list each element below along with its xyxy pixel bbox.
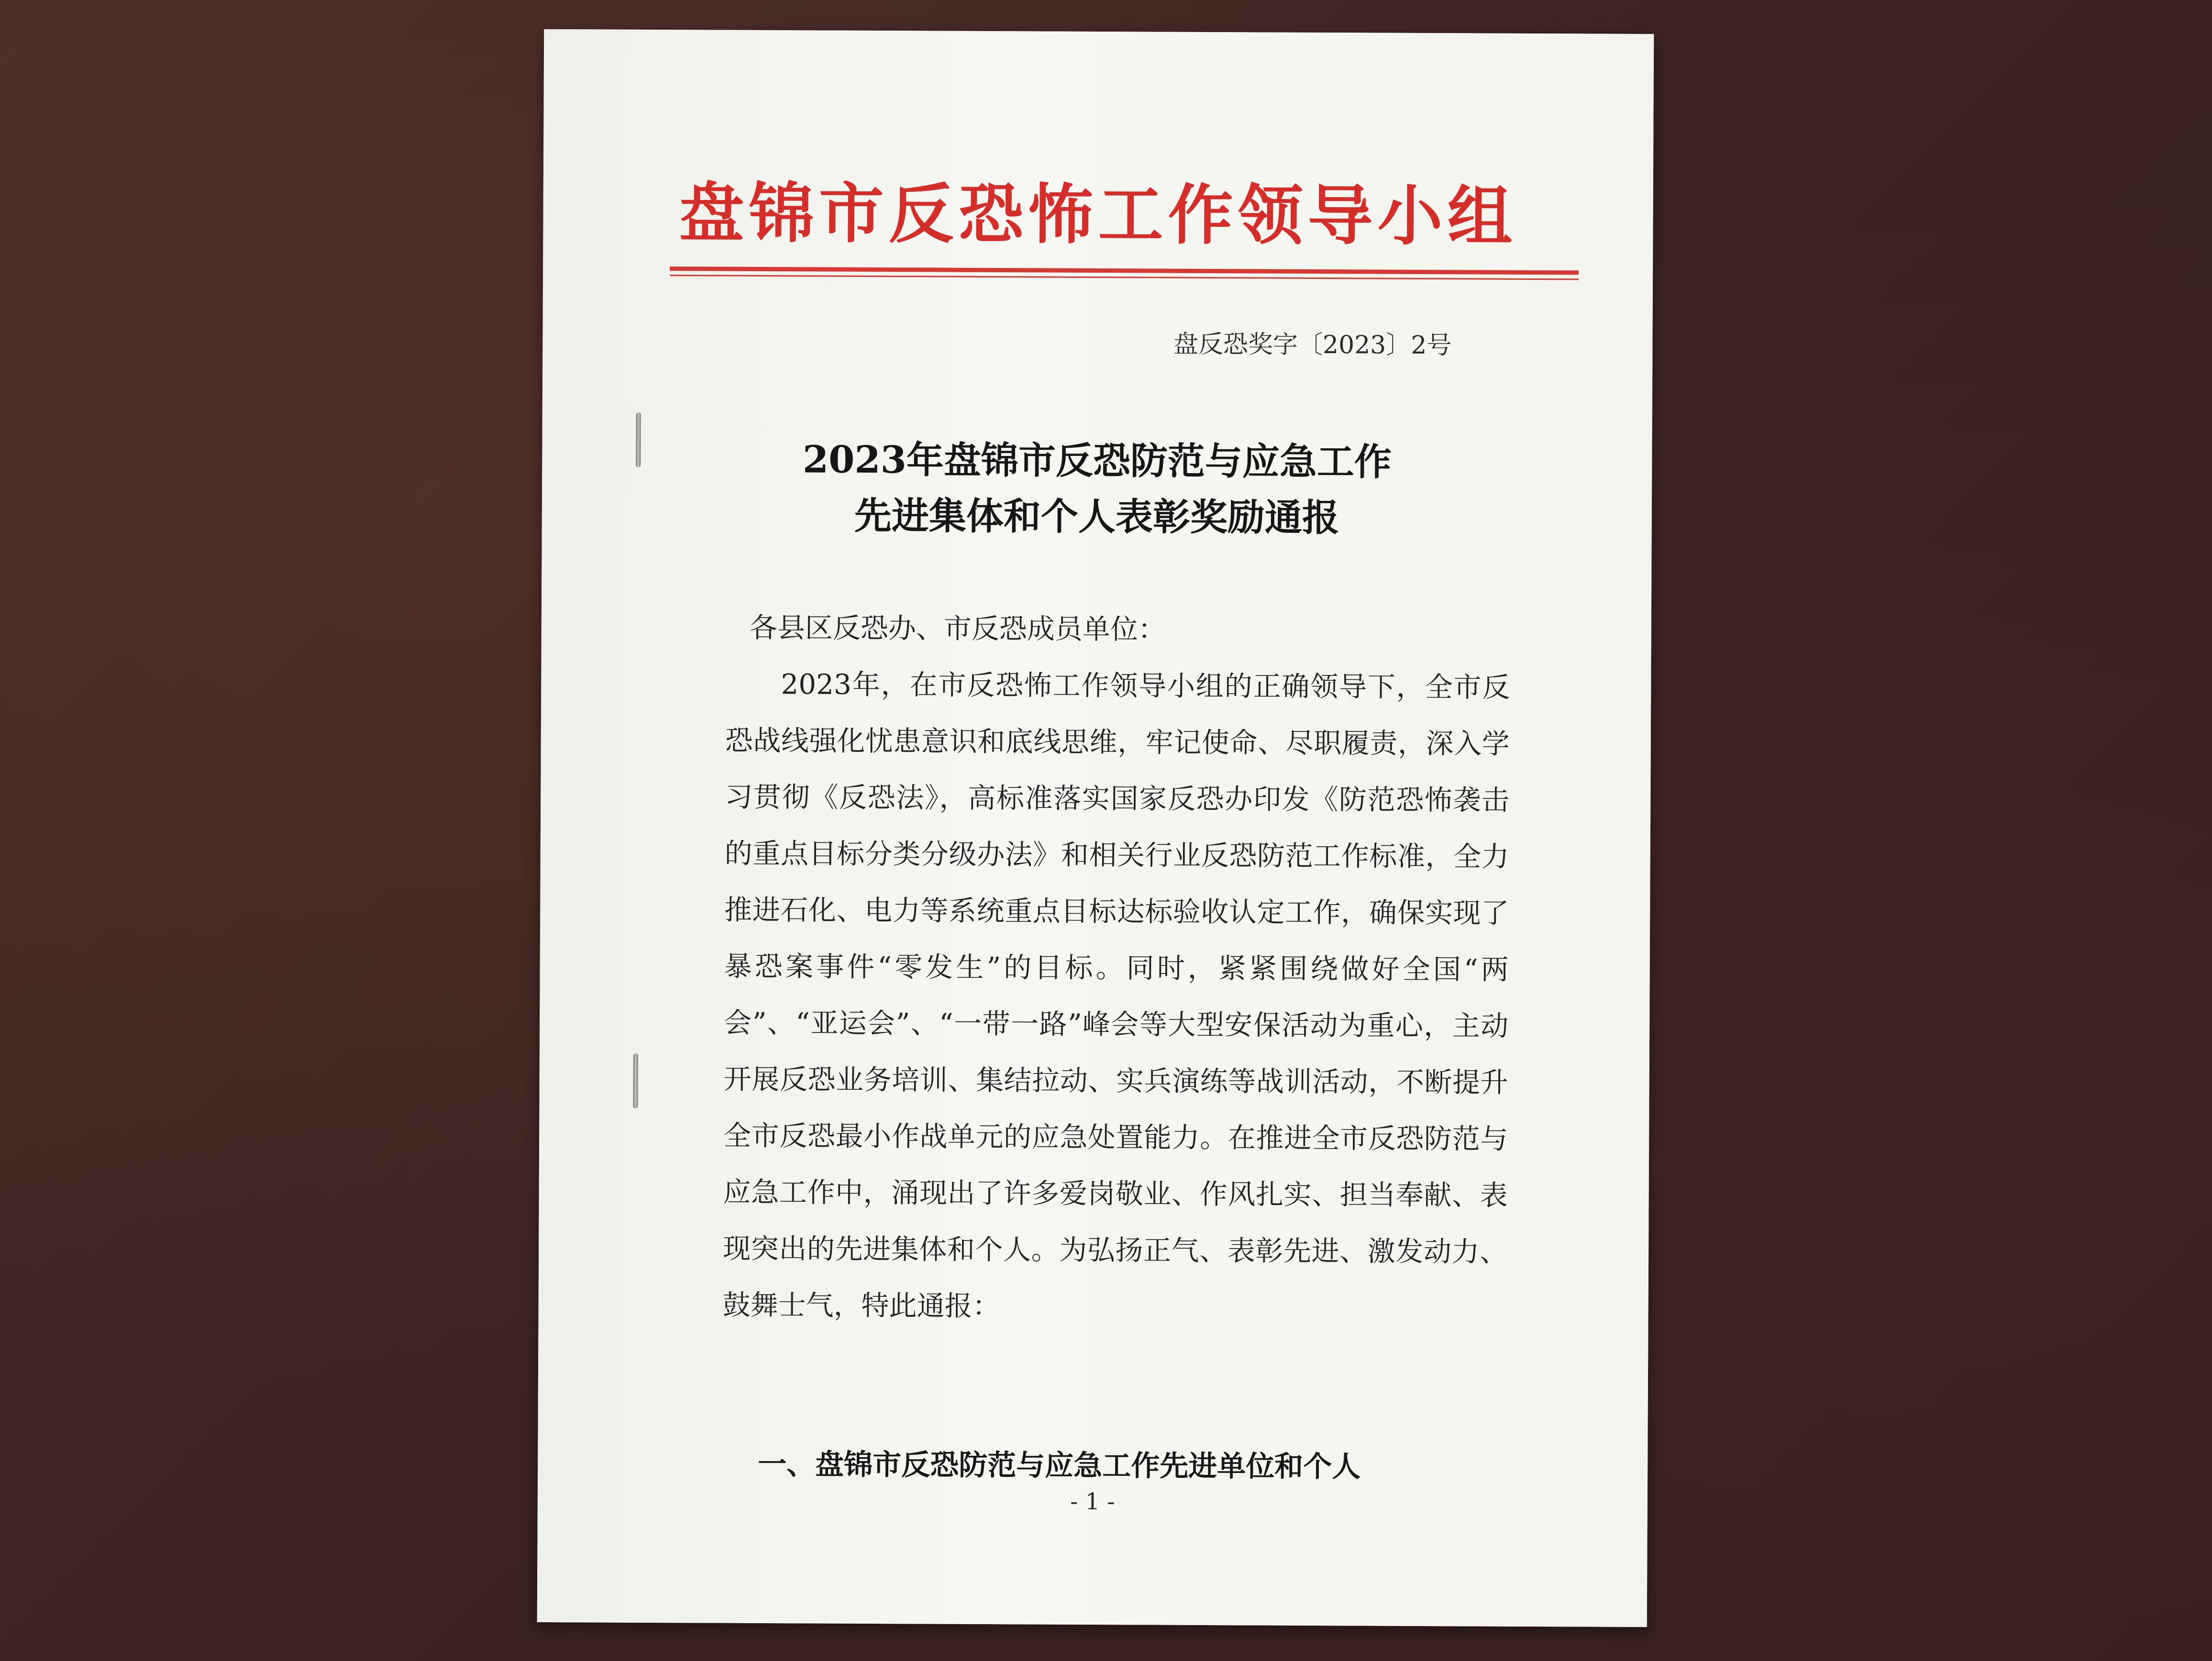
staple [633, 1053, 638, 1108]
page-number: - 1 - [1070, 1488, 1115, 1516]
body-paragraph: 2023年，在市反恐怖工作领导小组的正确领导下，全市反恐战线强化忧患意识和底线思维，牢记使命、尽职履责，深入学习贯彻《反恐法》，高标准落实国家反恐办印发《防范恐怖袭击的重点目标分类分级办法》和相关行业反恐防范工作标准，全力推进石化、电力等系统重点目标达标验收认定工作，确保实现了暴恐案事件“零发生”的目标。同时，紧紧围绕做好全国“两会”、“亚运会”、“一带一路”峰会等大型安保活动为重心，主动开展反恐业务培训、集结拉动、实兵演练等战训活动，不断提升全市反恐最小作战单元的应急处置能力。在推进全市反恐防范与应急工作中，涌现出了许多爱岗敬业、作风扎实、担当奉献、表现突出的先进集体和个人。为弘扬正气、表彰先进、激发动力、鼓舞士气，特此通报： [722, 668, 1510, 1323]
document-number: 盘反恐奖字〔2023〕2号 [1173, 330, 1452, 360]
document-page [537, 29, 1654, 1627]
salutation: 各县区反恐办、市反恐成员单位： [749, 611, 1166, 646]
header-red-rule-thick [670, 266, 1579, 275]
document-title-line1: 2023年盘锦市反恐防范与应急工作 [802, 438, 1392, 484]
document-body [722, 599, 1510, 1337]
section-heading: 一、盘锦市反恐防范与应急工作先进单位和个人 [758, 1447, 1361, 1484]
document-title-line2: 先进集体和个人表彰奖励通报 [854, 494, 1340, 540]
header-red-rule-thin [670, 275, 1579, 280]
org-header-title: 盘锦市反恐怖工作领导小组 [679, 175, 1517, 255]
